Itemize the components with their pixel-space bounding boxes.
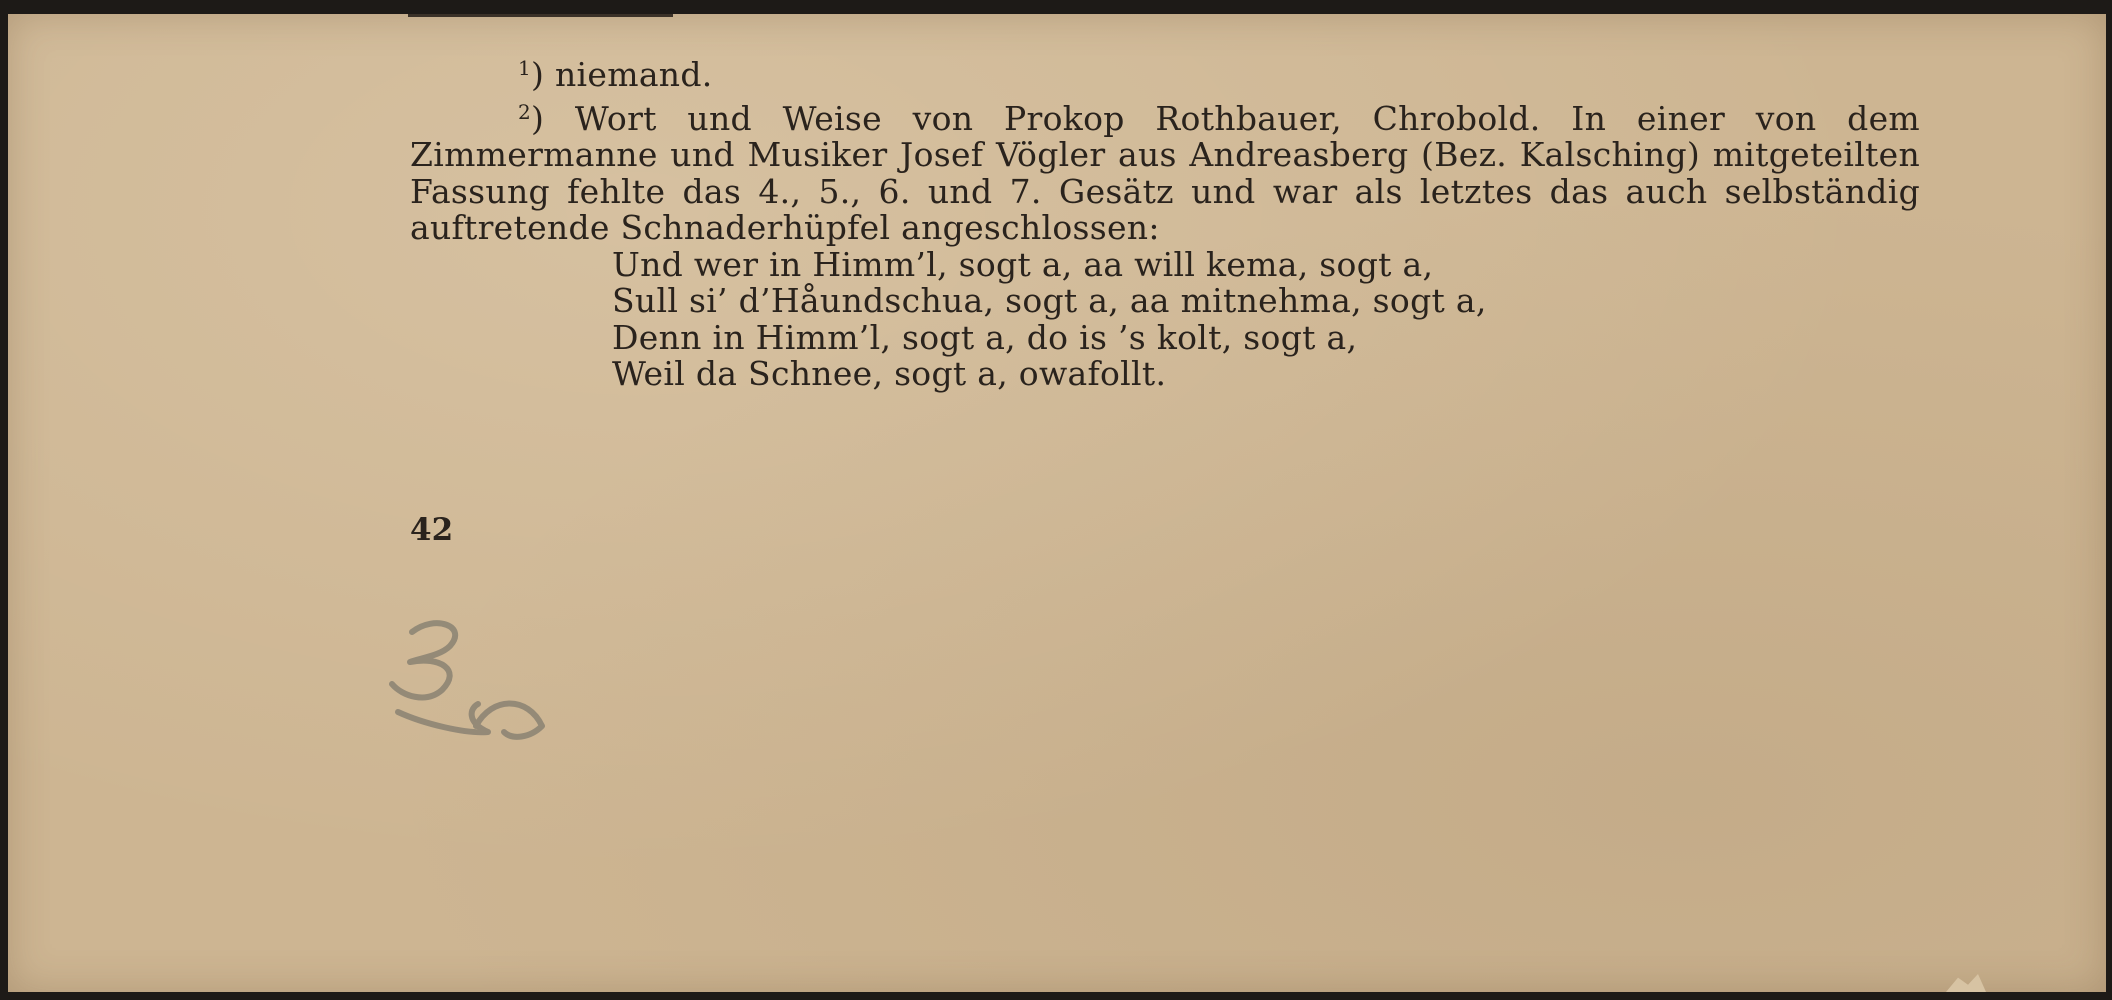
footnote-2-mark: 2 [518, 99, 532, 124]
verse-line-3: Denn in Himm’l, sogt a, do is ’s kolt, sogt a, [612, 317, 1358, 357]
verse-stanza [410, 244, 1920, 393]
verse-line-1: Und wer in Himm’l, sogt a, aa will kema, sogt a, [612, 244, 1434, 284]
handwritten-pencil-mark [380, 612, 555, 772]
verse-line-2: Sull si’ d’Håundschua, sogt a, aa mitnehma, sogt a, [612, 281, 1487, 320]
footnote-1 [410, 50, 1920, 94]
footnote-2 [410, 94, 1920, 247]
footnote-2-text: ) Wort und Weise von Prokop Rothbauer, Chrobold. In einer von dem Zimmermanne und Musiker Josef Vögler aus Andreasberg (Bez. Kalsching) mitgeteilten Fassung fehlte das 4., 5., 6. und 7. Gesätz und war als letztes das auch selbständig auftretende Schnaderhüpfel angeschlossen: [410, 98, 1920, 247]
verse-line-4: Weil da Schnee, sogt a, owafollt. [612, 354, 1167, 393]
page-number: 42 [410, 512, 454, 548]
footnote-separator-rule [408, 14, 673, 17]
footnote-1-mark: 1 [518, 56, 532, 80]
footnotes-block [410, 50, 1920, 393]
footnote-1-text: ) niemand. [531, 55, 713, 94]
paper-tear [1946, 974, 1986, 992]
paper-sheet [8, 14, 2106, 992]
